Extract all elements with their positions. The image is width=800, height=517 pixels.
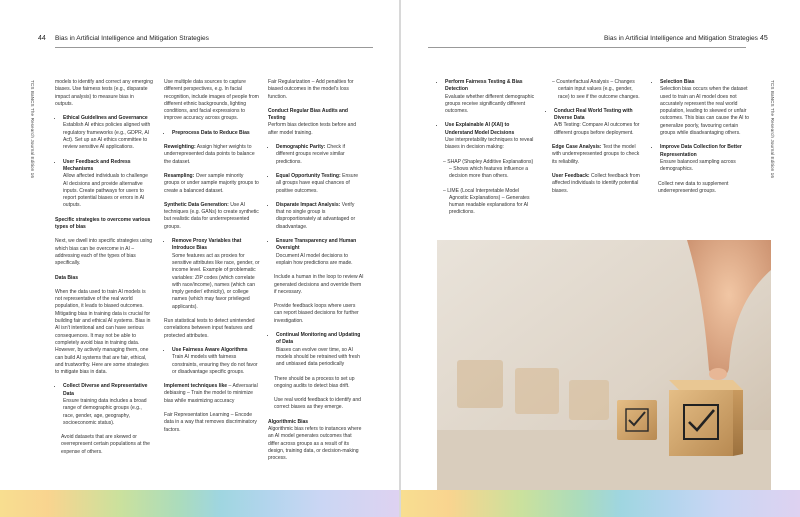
bullet-text: Ensure training data includes a broad range of demographic groups (e.g., race, gender, age, geography, socioeconomic status). [63, 397, 147, 426]
page-number-right: 45 [760, 35, 768, 42]
header-rule-right [428, 47, 746, 48]
term-label: Implement techniques like [164, 383, 228, 390]
paragraph: Fair Regularization – Add penalties for biased outcomes in the model's loss function. [268, 79, 354, 100]
bullet-text: A/B Testing: Compare AI outcomes for different groups before deployment. [554, 122, 640, 136]
paragraph: There should be a process to set up ongoing audits to detect bias drift. [274, 375, 355, 389]
running-header-right: Bias in Artificial Intelligence and Mitigation Strategies [604, 35, 758, 42]
footer-color-band-left [0, 490, 399, 517]
term-text: Check if different groups receive similar predictions. [276, 144, 346, 165]
bullet-heading: • Preprocess Data to Reduce Bias [172, 129, 250, 136]
term-text: Assign higher weights to underrepresented data points to balance the dataset. [164, 144, 255, 165]
paragraph: Algorithmic bias refers to instances where an AI model generates outcomes that differ across groups as a result of its design, training data, or decision-making process. [268, 425, 362, 462]
right-column-1 [437, 79, 537, 224]
paragraph: Include a human in the loop to review AI generated decisions and override them if necessary. [274, 274, 364, 295]
term-label: Edge Case Analysis: [552, 144, 602, 151]
bullet-heading: • Conduct Real World Testing with Diverse Data [554, 107, 633, 122]
paragraph: Fair Representation Learning – Encode data in a way that removes discriminatory factors. [164, 411, 257, 433]
paragraph: Provide feedback loops where users can report biased decisions for further investigation. [274, 303, 359, 324]
bullet-text: Establish AI ethics policies aligned with regulatory frameworks (e.g., GDPR, AI Act). Set up an AI ethics committee to review sensitive AI applications. [63, 122, 151, 151]
term-label: Disparate Impact Analysis: [276, 201, 341, 208]
bullet-text: Selection bias occurs when the dataset used to train an AI model does not accurately represent the real world population, leading to skewed or unfair outcomes. This bias can cause the AI to generalize poorly, favouring certain groups while disadvantaging others. [660, 86, 750, 137]
bullet-text: Allow affected individuals to challenge AI decisions and provide alternative inputs. Create pathways for users to report potential biases or errors in AI outputs. [63, 173, 148, 209]
bullet-text: Document AI model decisions to explain how predictions are made. [276, 252, 353, 266]
bullet-text: Biases can evolve over time, so AI models should be retrained with fresh and unbiased data periodically [276, 346, 360, 368]
left-column-3 [268, 79, 364, 469]
journal-side-label-left: TCS BaNCS The Research Journal Edition 16 [30, 80, 35, 178]
list-item [276, 202, 364, 231]
footer-color-band-right [401, 490, 800, 517]
list-item [276, 332, 364, 368]
term-text: Test the model with underrepresented groups to check its reliability. [552, 144, 640, 165]
bullet-heading: • Use Fairness Aware Algorithms [172, 346, 248, 353]
bullet-heading: • Continual Monitoring and Updating of Data [276, 332, 361, 346]
paragraph: Use multiple data sources to capture different perspectives, e.g. In facial recognition, include images of people from different ethnic backgrounds, lighting conditions, and facial expressions to improve accuracy across groups. [164, 79, 259, 122]
section-heading: Conduct Regular Bias Audits and Testing [268, 107, 349, 122]
bullet-text: Ensure balanced sampling across demographics. [660, 158, 736, 173]
list-item [172, 238, 260, 311]
term-text: Collect feedback from affected individuals to identify potential biases. [552, 172, 640, 194]
header-rule-left [55, 47, 373, 48]
page-gutter [399, 0, 401, 517]
bullet-heading: • Ensure Transparency and Human Oversight [276, 238, 357, 252]
term-label: Demographic Parity: [276, 144, 326, 151]
running-header-left: Bias in Artificial Intelligence and Mitigation Strategies [55, 35, 209, 42]
bullet-text: Some features act as proxies for sensitive attributes like race, gender, or income level. Example of problematic variables: ZIP codes (which correlate with race/income), names (which can imply gender/ ethnicity), or college names (which may favor privileged applicants). [172, 252, 260, 310]
term-text: Over sample minority groups or under sample majority groups to create a balanced dataset. [164, 172, 259, 194]
list-item [63, 115, 153, 151]
term-label: Resampling: [164, 172, 195, 179]
bullet-text: Train AI models with fairness constraints, ensuring they do not favor or disadvantage specific groups. [172, 354, 258, 375]
list-item [63, 383, 153, 427]
bullet-heading: • Remove Proxy Variables that Introduce Bias [172, 238, 242, 252]
list-item [276, 238, 364, 267]
section-heading: Specific strategies to overcome various types of bias [55, 216, 151, 231]
term-text: – Adversarial debiasing – Train the model to minimize bias while maximizing accuracy [164, 383, 258, 404]
journal-side-label-right: TCS BaNCS The Research Journal Edition 16 [770, 80, 775, 178]
bullet-heading: • Perform Fairness Testing & Bias Detection [445, 79, 523, 93]
term-label: Reweighting: [164, 144, 196, 151]
right-column-3 [652, 79, 750, 202]
term-text: Use AI techniques (e.g. GANs) to create synthetic but realistic data for underrepresented groups. [164, 201, 259, 230]
dash-item: – SHAP (Shapley Additive Explanations) – Shows which features influence a decision more than others. [443, 158, 534, 180]
list-item [660, 79, 750, 137]
paragraph: Collect new data to supplement underrepresented groups. [658, 180, 729, 194]
right-column-2 [546, 79, 642, 202]
bullet-heading: • Use Explainable AI (XAI) to Understand Model Decisions [445, 122, 515, 136]
list-item [554, 108, 642, 137]
list-item [276, 173, 364, 195]
list-item [172, 347, 260, 376]
section-heading: Data Bias [55, 274, 79, 281]
list-item [445, 122, 537, 151]
list-item [276, 144, 364, 166]
bullet-text: Use interpretability techniques to reveal biases in decision making: [445, 137, 534, 151]
term-text: Verify that no single group is disproportionately at advantaged or disadvantage. [276, 201, 356, 230]
bullet-heading: • Improve Data Collection for Better Representation [660, 144, 742, 158]
section-heading: Algorithmic Bias [268, 418, 309, 425]
wooden-blocks-photo [437, 240, 771, 490]
term-label: Synthetic Data Generation: [164, 201, 229, 208]
paragraph: Use real world feedback to identify and correct biases as they emerge. [274, 397, 361, 411]
left-column-2 [164, 79, 260, 441]
paragraph: When the data used to train AI models is not representative of the real world population, it leads to biased outcomes. Mitigating bias in training data is crucial for building fair and ethical AI systems. Bias in AI isn't intentional and can have serious consequences. It may not be able to completely avoid bias in training data. However, by actively managing them, one can build AI systems that are fair, ethical, and trustworthy. Here are some strategies to mitigate bias in data. [55, 288, 151, 376]
list-item [660, 144, 750, 173]
paragraph: Avoid datasets that are skewed or overrepresent certain populations at the expense of others. [61, 434, 150, 455]
list-item [445, 79, 537, 115]
bullet-heading: • Selection Bias [660, 79, 695, 85]
term-label: User Feedback: [552, 172, 590, 179]
paragraph: Perform bias detection tests before and after model training. [268, 122, 357, 136]
term-label: Equal Opportunity Testing: [276, 172, 341, 179]
list-item [172, 130, 260, 137]
dash-item: – Counterfactual Analysis – Changes certain input values (e.g., gender, race) to see if the outcome changes. [552, 79, 640, 100]
dash-item: – LIME (Local Interpretable Model Agnostic Explanations) – Generates human readable explanations for AI predictions. [443, 187, 530, 216]
list-item [63, 159, 153, 210]
paragraph: models to identify and correct any emerging biases. Use fairness tests (e.g., disparate impact analysis) to measure bias in outputs. [55, 79, 153, 107]
left-column-1 [55, 79, 153, 463]
bullet-text: Evaluate whether different demographic groups receive significantly different outcomes. [445, 93, 535, 115]
paragraph: Next, we dwell into specific strategies using which bias can be overcome in AI – addressing each of the types of bias specifically. [55, 238, 153, 267]
bullet-heading: • Collect Diverse and Representative Data [63, 383, 148, 397]
term-text: Ensure all groups have equal chances of positive outcomes. [276, 172, 359, 194]
bullet-heading: • Ethical Guidelines and Governance [63, 115, 148, 122]
page-number-left: 44 [38, 35, 46, 42]
bullet-heading: • User Feedback and Redress Mechanisms [63, 158, 131, 172]
paragraph: Run statistical tests to detect unintended correlations between input features and protected attributes. [164, 318, 255, 339]
